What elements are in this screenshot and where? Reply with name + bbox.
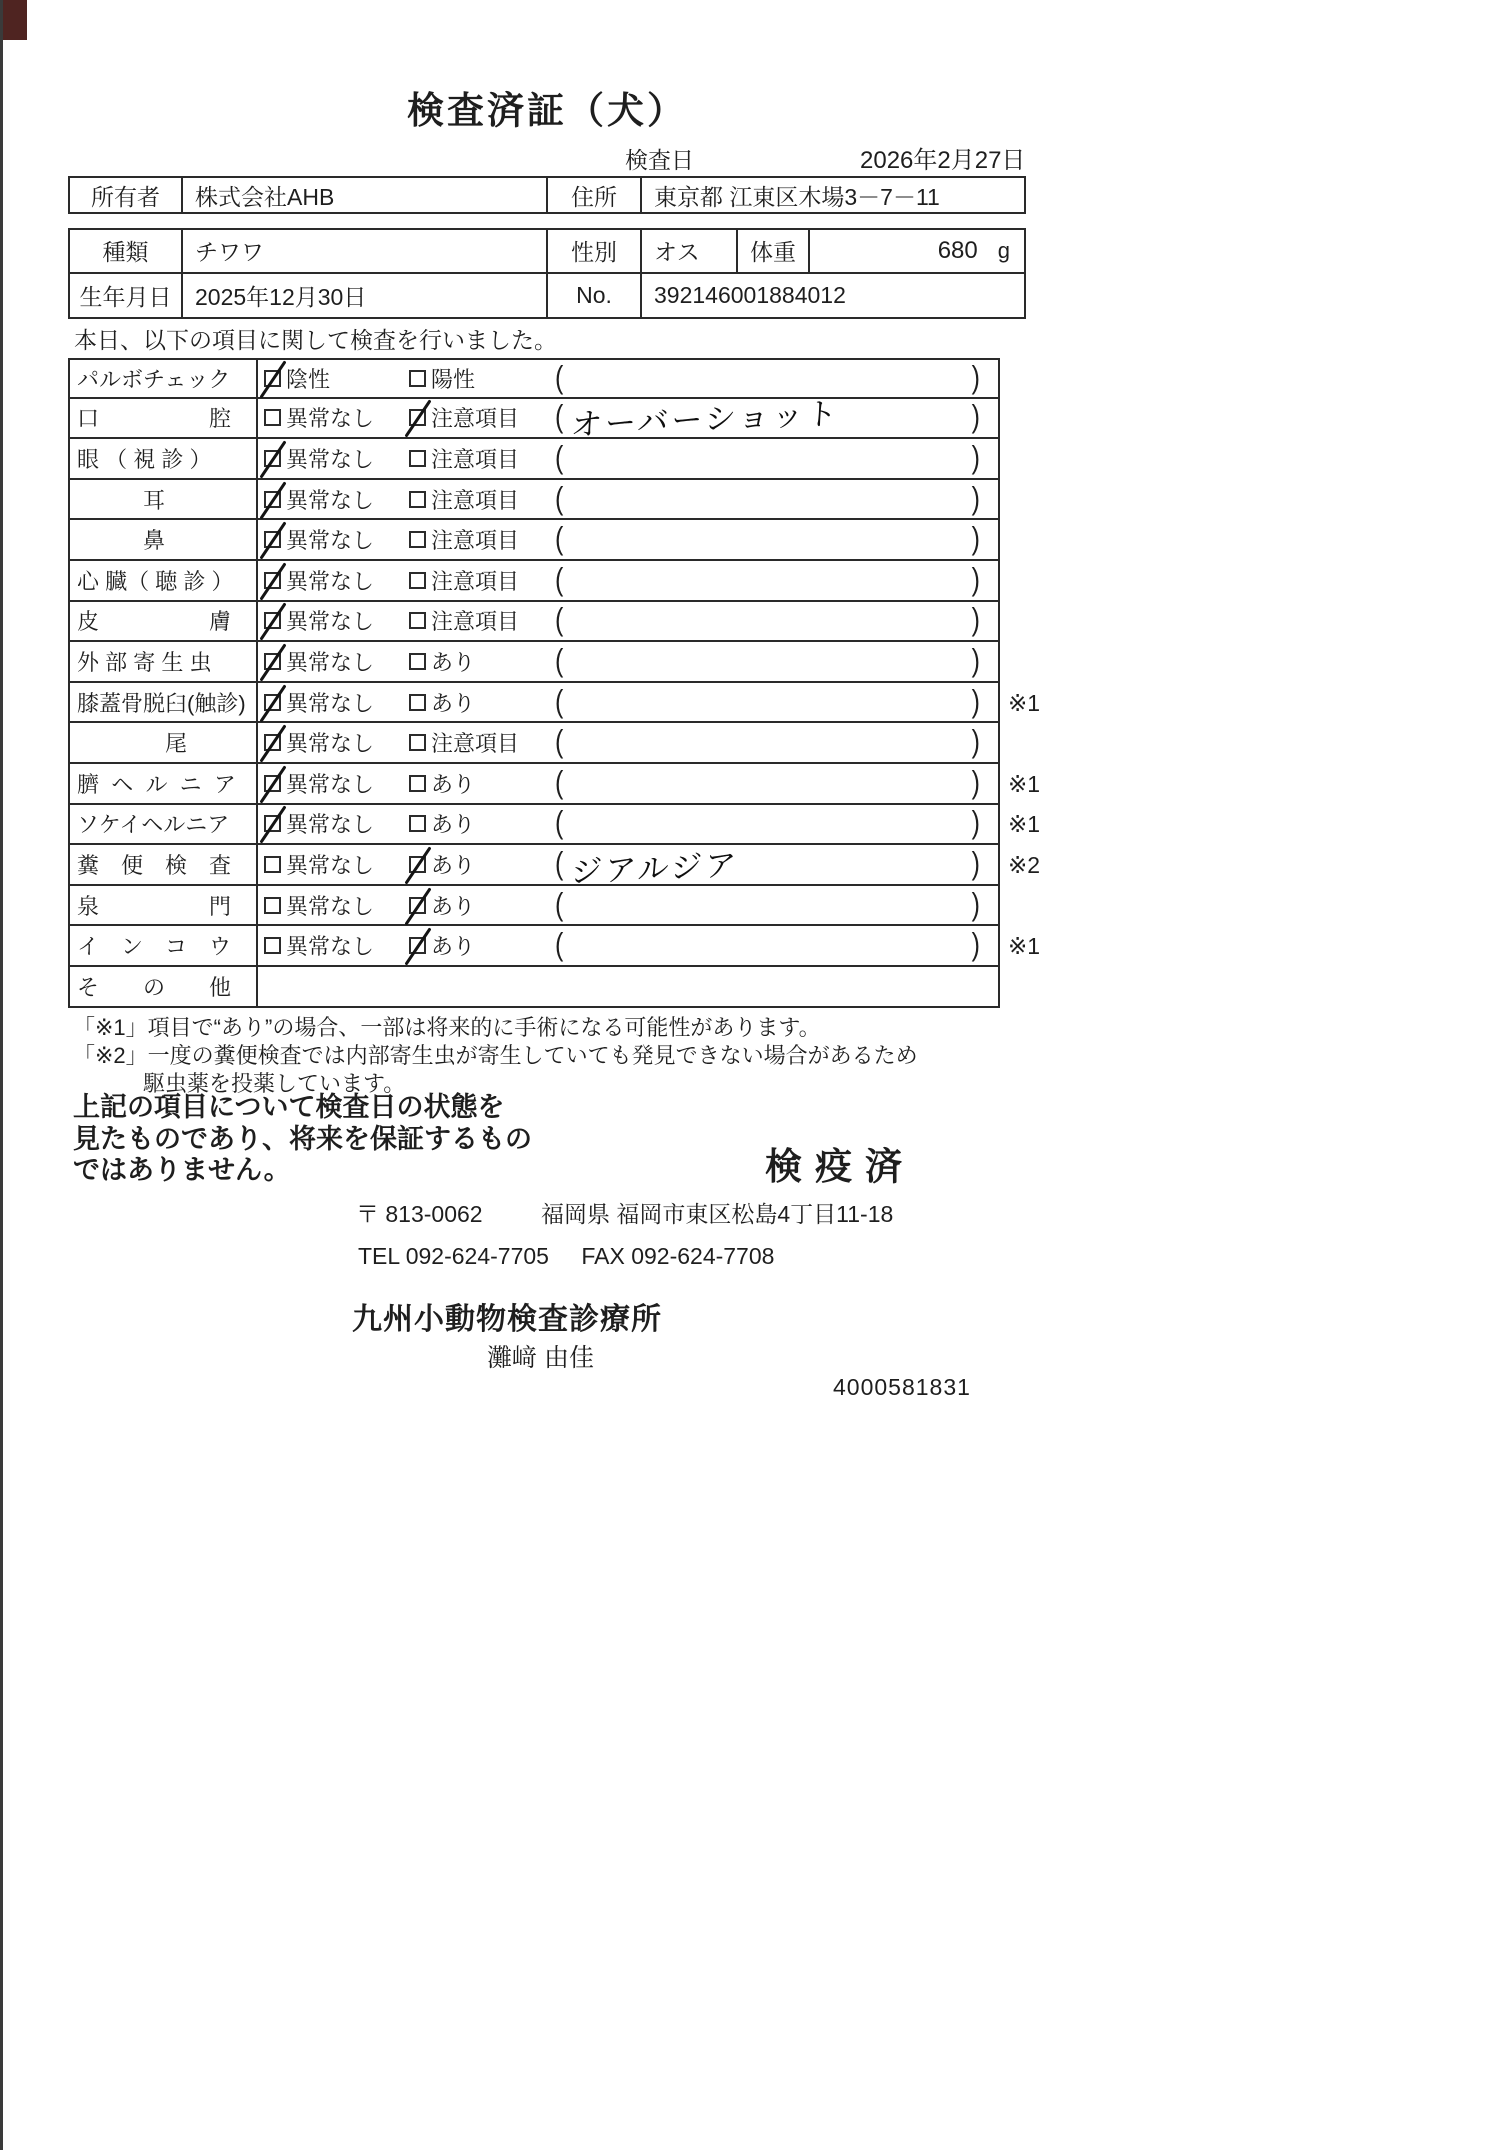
inspection-row xyxy=(68,480,1056,521)
paren-close: ) xyxy=(971,683,980,719)
item-name: 外 部 寄 生 虫 xyxy=(70,642,258,681)
inspection-row xyxy=(68,602,1056,643)
option1 xyxy=(264,849,409,880)
option1 xyxy=(264,808,409,839)
footnote-mark xyxy=(1000,439,1056,480)
option2-label: あり xyxy=(431,934,476,960)
item-options xyxy=(258,683,998,722)
tel-number: TEL 092-624-7705 xyxy=(358,1243,549,1269)
weight-cell xyxy=(810,230,1024,272)
checkmark-stroke xyxy=(259,562,286,600)
inspection-row xyxy=(68,723,1056,764)
inspection-row xyxy=(68,886,1056,927)
inspection-row-box xyxy=(68,845,1000,890)
weight-unit: g xyxy=(997,237,1010,263)
inspection-row xyxy=(68,967,1056,1008)
checkmark-stroke xyxy=(259,440,286,478)
option2-checkbox xyxy=(409,815,426,832)
handwritten-note xyxy=(572,568,972,585)
checkmark-stroke xyxy=(259,765,286,803)
footnote-3: 駆虫薬を投薬しています。 xyxy=(143,1071,406,1097)
inspection-row-box xyxy=(68,886,1000,927)
option2-checkbox xyxy=(409,775,426,792)
birthdate-label: 生年月日 xyxy=(70,274,183,318)
document-title: 検査済証（犬） xyxy=(407,90,687,131)
item-name: パルボチェック xyxy=(70,360,258,397)
clinic-name: 九州小動物検査診療所 xyxy=(352,1303,662,1336)
paren-open: ( xyxy=(555,846,564,882)
option1-label: 異常なし xyxy=(286,731,375,757)
footnote-mark: ※1 xyxy=(1008,933,1041,960)
no-label: No. xyxy=(548,274,642,318)
footnote-2: 「※2」一度の糞便検査では内部寄生虫が寄生していても発見できない場合があるため xyxy=(73,1043,918,1069)
handwritten-note xyxy=(572,933,972,950)
item-name: 臍 ヘ ル ニ ア xyxy=(70,764,258,803)
footnote-mark: ※1 xyxy=(1008,689,1041,716)
item-options xyxy=(258,602,998,641)
paren-open: ( xyxy=(555,886,564,922)
paren-open: ( xyxy=(555,765,564,801)
option2-checkbox xyxy=(409,897,426,914)
option2 xyxy=(409,930,555,961)
option1-checkbox xyxy=(264,775,281,792)
handwritten-note xyxy=(572,649,972,666)
fax-number: FAX 092-624-7708 xyxy=(581,1243,775,1269)
inspection-row-box xyxy=(68,967,1000,1008)
item-name: 心 臓（ 聴 診 ） xyxy=(70,561,258,600)
option1-checkbox xyxy=(264,734,281,751)
no-value: 392146001884012 xyxy=(654,281,846,308)
inspector-name: 灘﨑 由佳 xyxy=(487,1344,594,1372)
option2 xyxy=(409,687,555,718)
option1-label: 陰性 xyxy=(286,366,331,392)
handwritten-note xyxy=(572,446,972,463)
option1-label: 異常なし xyxy=(286,771,375,797)
checkmark-stroke xyxy=(259,360,286,398)
owner-name: 株式会社AHB xyxy=(183,178,548,212)
option1-label: 異常なし xyxy=(286,406,375,432)
item-name: 眼 （ 視 診 ） xyxy=(70,439,258,478)
checkmark-stroke xyxy=(404,928,431,966)
option1 xyxy=(264,363,409,394)
option1-label: 異常なし xyxy=(286,852,375,878)
option2-label: あり xyxy=(431,649,476,675)
option1-checkbox xyxy=(264,653,281,670)
option2-label: 注意項目 xyxy=(431,446,520,472)
option2-checkbox xyxy=(409,694,426,711)
option1-label: 異常なし xyxy=(286,934,375,960)
inspection-row xyxy=(68,764,1056,805)
option2-label: 注意項目 xyxy=(431,609,520,635)
option2-label: あり xyxy=(431,771,476,797)
option2-label: 注意項目 xyxy=(431,487,520,513)
inspection-row-box xyxy=(68,926,1000,967)
option2 xyxy=(409,646,555,677)
paren-open: ( xyxy=(555,602,564,638)
item-name: そ の 他 xyxy=(70,967,258,1006)
weight-label: 体重 xyxy=(738,230,810,272)
option1 xyxy=(264,890,409,921)
option2-checkbox xyxy=(409,734,426,751)
option1-checkbox xyxy=(264,531,281,548)
option2-checkbox xyxy=(409,531,426,548)
inspection-row xyxy=(68,683,1056,724)
disclaimer-line-1: 上記の項目について検査日の状態を xyxy=(73,1092,505,1122)
item-options xyxy=(258,926,998,965)
item-name: イ ン コ ウ xyxy=(70,926,258,965)
breed-value: チワワ xyxy=(183,230,548,272)
item-name: 鼻 xyxy=(70,520,258,559)
inspection-row-box xyxy=(68,439,1000,480)
footnotes xyxy=(73,1014,918,1098)
item-options xyxy=(258,396,998,444)
option2 xyxy=(409,565,555,596)
option1 xyxy=(264,484,409,515)
item-options xyxy=(258,845,998,890)
item-name: 耳 xyxy=(70,480,258,519)
checkmark-stroke xyxy=(404,887,431,925)
option2-checkbox xyxy=(409,409,426,426)
handwritten-note xyxy=(572,366,972,383)
inspection-row-box xyxy=(68,480,1000,521)
option1-label: 異常なし xyxy=(286,568,375,594)
option1 xyxy=(264,646,409,677)
owner-address: 東京都 江東区木場3－7－11 xyxy=(654,183,940,210)
pet-table xyxy=(68,228,1026,319)
paren-close: ) xyxy=(971,643,980,679)
paren-close: ) xyxy=(971,846,980,882)
option1-label: 異常なし xyxy=(286,446,375,472)
option1 xyxy=(264,687,409,718)
scan-artifact-edge xyxy=(0,0,3,2150)
checkmark-stroke xyxy=(259,522,286,560)
inspection-row xyxy=(68,926,1056,967)
footnote-mark xyxy=(1000,642,1056,683)
option1-checkbox xyxy=(264,897,281,914)
checkmark-stroke xyxy=(404,846,431,884)
option1-label: 異常なし xyxy=(286,690,375,716)
option1 xyxy=(264,565,409,596)
option1-checkbox xyxy=(264,694,281,711)
option1 xyxy=(264,402,409,433)
breed-label: 種類 xyxy=(70,230,183,272)
option2-label: 注意項目 xyxy=(431,406,520,432)
handwritten-note xyxy=(572,608,972,625)
pet-table-row-1 xyxy=(70,230,1024,274)
option2-label: あり xyxy=(431,893,476,919)
option2-label: あり xyxy=(431,690,476,716)
serial-number: 4000581831 xyxy=(833,1374,971,1400)
paren-close: ) xyxy=(971,724,980,760)
paren-open: ( xyxy=(555,521,564,557)
inspection-row-box xyxy=(68,764,1000,805)
option1-checkbox xyxy=(264,937,281,954)
quarantine-stamp: 検疫済 xyxy=(765,1147,915,1188)
option2-label: 注意項目 xyxy=(431,731,520,757)
footnote-mark xyxy=(1000,399,1056,440)
item-options xyxy=(258,439,998,478)
option2 xyxy=(409,727,555,758)
option1 xyxy=(264,443,409,474)
option2 xyxy=(409,484,555,515)
option2-checkbox xyxy=(409,856,426,873)
option1-label: 異常なし xyxy=(286,893,375,919)
sex-label: 性別 xyxy=(548,230,642,272)
item-options xyxy=(258,967,998,1006)
inspection-row-box xyxy=(68,642,1000,683)
footnote-mark xyxy=(1000,520,1056,561)
paren-close: ) xyxy=(971,765,980,801)
scan-artifact-corner xyxy=(0,0,27,40)
item-name: ソケイヘルニア xyxy=(70,805,258,844)
clinic-street-address: 福岡県 福岡市東区松島4丁目11-18 xyxy=(540,1201,894,1227)
paren-close: ) xyxy=(971,805,980,841)
checkmark-stroke xyxy=(259,481,286,519)
checkmark-stroke xyxy=(259,643,286,681)
paren-open: ( xyxy=(555,480,564,516)
sex-value: オス xyxy=(642,230,738,272)
footnote-mark: ※1 xyxy=(1008,770,1041,797)
item-options xyxy=(258,723,998,762)
handwritten-note xyxy=(572,689,972,706)
inspection-row xyxy=(68,520,1056,561)
option1-label: 異常なし xyxy=(286,812,375,838)
option2 xyxy=(409,808,555,839)
paren-close: ) xyxy=(971,521,980,557)
clinic-address-line xyxy=(356,1196,893,1229)
footnote-mark xyxy=(1000,886,1056,927)
option2 xyxy=(409,363,555,394)
inspection-row xyxy=(68,561,1056,602)
option1-checkbox xyxy=(264,409,281,426)
item-name: 口 腔 xyxy=(70,399,258,438)
paren-open: ( xyxy=(555,643,564,679)
option2-label: あり xyxy=(431,812,476,838)
inspection-date-value: 2026年2月27日 xyxy=(860,147,1026,174)
birthdate-value: 2025年12月30日 xyxy=(183,274,548,318)
paren-open: ( xyxy=(555,724,564,760)
option1-checkbox xyxy=(264,491,281,508)
option1-label: 異常なし xyxy=(286,609,375,635)
inspection-row-box xyxy=(68,602,1000,643)
option2 xyxy=(409,443,555,474)
footnote-mark: ※2 xyxy=(1008,851,1041,878)
paren-close: ) xyxy=(971,886,980,922)
footnote-mark: ※1 xyxy=(1008,811,1041,838)
inspection-row-box xyxy=(68,520,1000,561)
option2 xyxy=(409,768,555,799)
option2 xyxy=(409,605,555,636)
option2-checkbox xyxy=(409,450,426,467)
inspection-row xyxy=(68,642,1056,683)
item-name: 膝蓋骨脱臼(触診) xyxy=(70,683,258,722)
handwritten-note xyxy=(572,811,972,828)
option2-checkbox xyxy=(409,370,426,387)
disclaimer xyxy=(73,1092,532,1187)
paren-open: ( xyxy=(555,440,564,476)
inspection-row xyxy=(68,396,1056,444)
paren-close: ) xyxy=(971,440,980,476)
item-name: 泉 門 xyxy=(70,886,258,925)
clinic-telfax-line xyxy=(358,1243,774,1270)
paren-close: ) xyxy=(971,927,980,963)
option2 xyxy=(409,402,555,433)
paren-open: ( xyxy=(555,399,564,435)
item-options xyxy=(258,642,998,681)
option1-label: 異常なし xyxy=(286,528,375,554)
option1-checkbox xyxy=(264,612,281,629)
option1-label: 異常なし xyxy=(286,649,375,675)
inspection-row xyxy=(68,439,1056,480)
checkmark-stroke xyxy=(259,725,286,763)
footnote-mark xyxy=(1000,480,1056,521)
footnote-mark xyxy=(1000,723,1056,764)
option2-label: 注意項目 xyxy=(431,528,520,554)
option1-checkbox xyxy=(264,572,281,589)
handwritten-note: ジアルジア xyxy=(570,847,741,890)
inspection-row-box xyxy=(68,683,1000,724)
checkmark-stroke xyxy=(404,400,431,438)
handwritten-note xyxy=(572,527,972,544)
paren-close: ) xyxy=(971,480,980,516)
paren-open: ( xyxy=(555,927,564,963)
paren-open: ( xyxy=(555,805,564,841)
footnote-mark xyxy=(1000,358,1056,399)
paren-close: ) xyxy=(971,360,980,396)
handwritten-note: オーバーショット xyxy=(570,396,842,444)
inspection-table xyxy=(68,358,1056,1008)
option1 xyxy=(264,524,409,555)
option2 xyxy=(409,849,555,880)
option2-label: あり xyxy=(431,852,476,878)
checkmark-stroke xyxy=(259,806,286,844)
handwritten-note xyxy=(572,892,972,909)
handwritten-note xyxy=(572,486,972,503)
item-options xyxy=(258,764,998,803)
item-name: 皮 膚 xyxy=(70,602,258,641)
item-options xyxy=(258,886,998,925)
owner-table xyxy=(68,176,1026,214)
option2-checkbox xyxy=(409,572,426,589)
option2-checkbox xyxy=(409,612,426,629)
footnote-mark xyxy=(1000,602,1056,643)
option1 xyxy=(264,605,409,636)
intro-text: 本日、以下の項目に関して検査を行いました。 xyxy=(74,327,557,353)
option1-label: 異常なし xyxy=(286,487,375,513)
paren-close: ) xyxy=(971,399,980,435)
paren-open: ( xyxy=(555,360,564,396)
address-label: 住所 xyxy=(548,178,642,212)
disclaimer-line-2: 見たものであり、将来を保証するもの xyxy=(73,1123,532,1154)
paren-open: ( xyxy=(555,562,564,598)
postal-code: 〒 813-0062 xyxy=(356,1201,483,1227)
option2-label: 陽性 xyxy=(431,366,476,392)
footnote-1: 「※1」項目で“あり”の場合、一部は将来的に手術になる可能性があります。 xyxy=(73,1015,821,1040)
item-options xyxy=(258,480,998,519)
item-name: 尾 xyxy=(70,723,258,762)
option1 xyxy=(264,930,409,961)
handwritten-note xyxy=(572,771,972,788)
option2-checkbox xyxy=(409,937,426,954)
footnote-mark xyxy=(1000,561,1056,602)
option1-checkbox xyxy=(264,856,281,873)
footnote-mark xyxy=(1000,967,1056,1008)
inspection-row-box xyxy=(68,396,1000,444)
handwritten-note xyxy=(572,730,972,747)
inspection-row-box xyxy=(68,561,1000,602)
option1-checkbox xyxy=(264,815,281,832)
option2-label: 注意項目 xyxy=(431,568,520,594)
paren-close: ) xyxy=(971,562,980,598)
weight-value: 680 xyxy=(937,236,978,264)
inspection-row xyxy=(68,845,1056,890)
inspection-row-box xyxy=(68,723,1000,764)
inspection-date-label: 検査日 xyxy=(625,147,694,173)
item-name: 糞 便 検 査 xyxy=(70,845,258,884)
disclaimer-line-3: ではありません。 xyxy=(73,1155,291,1186)
option2 xyxy=(409,524,555,555)
paren-open: ( xyxy=(555,683,564,719)
option2-checkbox xyxy=(409,653,426,670)
option2 xyxy=(409,890,555,921)
option1-checkbox xyxy=(264,450,281,467)
item-options xyxy=(258,520,998,559)
paren-close: ) xyxy=(971,602,980,638)
item-options xyxy=(258,561,998,600)
option1 xyxy=(264,768,409,799)
checkmark-stroke xyxy=(259,684,286,722)
option1 xyxy=(264,727,409,758)
option2-checkbox xyxy=(409,491,426,508)
pet-table-row-2 xyxy=(70,274,1024,318)
option1-checkbox xyxy=(264,370,281,387)
owner-label: 所有者 xyxy=(70,178,183,212)
checkmark-stroke xyxy=(259,603,286,641)
